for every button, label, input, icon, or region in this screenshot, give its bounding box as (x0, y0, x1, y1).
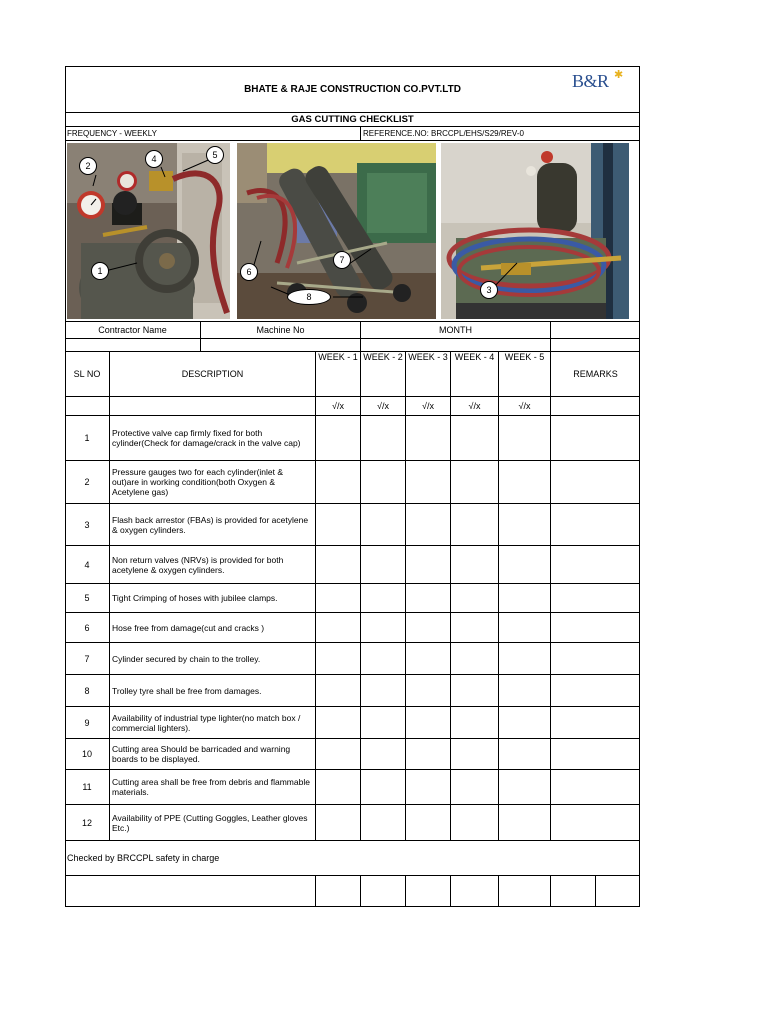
row-week-2-cell[interactable] (360, 643, 405, 674)
row-sl-no: 12 (81, 817, 92, 828)
row-week-2-cell[interactable] (360, 770, 405, 804)
row-week-3-cell[interactable] (405, 805, 450, 840)
row-week-1-cell[interactable] (315, 643, 360, 674)
row-week-1-cell[interactable] (315, 707, 360, 738)
reference-number: REFERENCE.NO: BRCCPL/EHS/S29/REV-0 (360, 127, 640, 141)
row-week-2-cell[interactable] (360, 416, 405, 460)
row-week-3-cell[interactable] (405, 675, 450, 706)
row-week-5-cell[interactable] (498, 461, 550, 503)
row-week-5-cell[interactable] (498, 805, 550, 840)
machine-no-field[interactable] (200, 339, 360, 351)
callout-6: 6 (240, 263, 258, 281)
week-1-tick: √/x (315, 397, 360, 415)
row-description: Availability of PPE (Cutting Goggles, Leather gloves Etc.) (109, 805, 315, 840)
callout-8: 8 (287, 289, 331, 305)
row-week-3-cell[interactable] (405, 643, 450, 674)
row-week-4-cell[interactable] (450, 416, 498, 460)
row-week-1-cell[interactable] (315, 416, 360, 460)
row-week-2-cell[interactable] (360, 584, 405, 612)
row-week-2-cell[interactable] (360, 675, 405, 706)
week-4-tick: √/x (450, 397, 498, 415)
row-week-1-cell[interactable] (315, 504, 360, 545)
row-week-5-cell[interactable] (498, 770, 550, 804)
row-remarks-cell[interactable] (550, 416, 640, 460)
callout-7: 7 (333, 251, 351, 269)
row-remarks-cell[interactable] (550, 805, 640, 840)
signature-week-4[interactable] (450, 876, 498, 907)
callout-4: 4 (145, 150, 163, 168)
row-week-3-cell[interactable] (405, 416, 450, 460)
row-week-4-cell[interactable] (450, 675, 498, 706)
callout-leaders (65, 141, 640, 321)
contractor-name-label: Contractor Name (98, 325, 167, 335)
week-3-tick: √/x (405, 397, 450, 415)
signature-week-2[interactable] (360, 876, 405, 907)
callout-2: 2 (79, 157, 97, 175)
row-week-1-cell[interactable] (315, 739, 360, 769)
row-week-4-cell[interactable] (450, 613, 498, 642)
row-week-1-cell[interactable] (315, 584, 360, 612)
company-logo: B&R ✱ (572, 69, 624, 91)
week-4-header: WEEK - 4 (450, 352, 498, 396)
row-week-1-cell[interactable] (315, 675, 360, 706)
row-sl-no: 7 (84, 653, 90, 664)
week-3-header: WEEK - 3 (405, 352, 450, 396)
row-week-2-cell[interactable] (360, 613, 405, 642)
row-week-3-cell[interactable] (405, 546, 450, 583)
row-week-1-cell[interactable] (315, 613, 360, 642)
row-week-4-cell[interactable] (450, 504, 498, 545)
row-description: Flash back arrestor (FBAs) is provided for acetylene & oxygen cylinders. (109, 504, 315, 545)
row-remarks-cell[interactable] (550, 643, 640, 674)
month-field[interactable] (360, 339, 550, 351)
row-remarks-cell[interactable] (550, 613, 640, 642)
photo-strip (65, 141, 640, 321)
row-week-2-cell[interactable] (360, 461, 405, 503)
row-week-3-cell[interactable] (405, 504, 450, 545)
checked-by-label: Checked by BRCCPL safety in charge (67, 853, 220, 863)
signature-week-1[interactable] (315, 876, 360, 907)
row-description: Trolley tyre shall be free from damages. (109, 675, 315, 706)
checklist-sheet (65, 66, 640, 907)
row-week-4-cell[interactable] (450, 584, 498, 612)
row-sl-no: 8 (84, 685, 90, 696)
month-label: MONTH (360, 322, 550, 338)
row-week-5-cell[interactable] (498, 584, 550, 612)
row-description: Tight Crimping of hoses with jubilee clamps. (109, 584, 315, 612)
signature-remarks-a[interactable] (550, 876, 595, 907)
page-title: GAS CUTTING CHECKLIST (65, 113, 640, 127)
row-week-2-cell[interactable] (360, 546, 405, 583)
row-sl-no: 3 (84, 519, 90, 530)
remarks-header: REMARKS (550, 352, 640, 396)
row-week-1-cell[interactable] (315, 461, 360, 503)
checklist-table (65, 351, 640, 907)
row-remarks-cell[interactable] (550, 739, 640, 769)
row-description: Cutting area shall be free from debris and flammable materials. (109, 770, 315, 804)
row-remarks-cell[interactable] (550, 770, 640, 804)
row-week-5-cell[interactable] (498, 643, 550, 674)
row-sl-no: 1 (84, 433, 90, 443)
row-remarks-cell[interactable] (550, 584, 640, 612)
callout-1: 1 (91, 262, 109, 280)
row-week-5-cell[interactable] (498, 416, 550, 460)
row-week-2-cell[interactable] (360, 739, 405, 769)
row-week-3-cell[interactable] (405, 461, 450, 503)
row-remarks-cell[interactable] (550, 504, 640, 545)
row-week-5-cell[interactable] (498, 739, 550, 769)
signature-field[interactable] (65, 876, 315, 907)
row-week-4-cell[interactable] (450, 461, 498, 503)
week-1-header: WEEK - 1 (315, 352, 360, 396)
row-week-4-cell[interactable] (450, 805, 498, 840)
row-description: Cylinder secured by chain to the trolley. (109, 643, 315, 674)
row-week-4-cell[interactable] (450, 643, 498, 674)
sl-no-header: SL NO (73, 369, 101, 379)
month-value-cell[interactable] (550, 322, 640, 338)
signature-remarks-b[interactable] (595, 876, 640, 907)
row-week-1-cell[interactable] (315, 770, 360, 804)
row-week-5-cell[interactable] (498, 707, 550, 738)
row-week-4-cell[interactable] (450, 770, 498, 804)
row-week-4-cell[interactable] (450, 739, 498, 769)
row-description: Hose free from damage(cut and cracks ) (109, 613, 315, 642)
week-5-header: WEEK - 5 (498, 352, 550, 396)
row-sl-no: 4 (84, 559, 90, 570)
description-header: DESCRIPTION (109, 352, 315, 396)
row-remarks-cell[interactable] (550, 675, 640, 706)
frequency-label: FREQUENCY - WEEKLY (65, 127, 360, 141)
signature-week-3[interactable] (405, 876, 450, 907)
contractor-name-field[interactable] (65, 339, 200, 351)
row-description: Non return valves (NRVs) is provided for both acetylene & oxygen cylinders. (109, 546, 315, 583)
checklist-rows (65, 415, 640, 840)
machine-no-label: Machine No (200, 322, 360, 338)
week-5-tick: √/x (498, 397, 550, 415)
row-sl-no: 10 (81, 749, 92, 759)
row-week-3-cell[interactable] (405, 707, 450, 738)
row-week-5-cell[interactable] (498, 546, 550, 583)
row-week-2-cell[interactable] (360, 707, 405, 738)
logo-star-icon: ✱ (614, 69, 624, 81)
row-week-1-cell[interactable] (315, 546, 360, 583)
row-sl-no: 6 (84, 622, 90, 633)
company-name: BHATE & RAJE CONSTRUCTION CO.PVT.LTD (244, 83, 461, 95)
callout-3: 3 (480, 281, 498, 299)
row-description: Cutting area Should be barricaded and warning boards to be displayed. (109, 739, 315, 769)
row-remarks-cell[interactable] (550, 461, 640, 503)
signature-week-5[interactable] (498, 876, 550, 907)
row-week-3-cell[interactable] (405, 584, 450, 612)
row-description: Pressure gauges two for each cylinder(inlet & out)are in working condition(both Oxygen & Acetylene gas) (109, 461, 315, 503)
row-sl-no: 2 (84, 477, 90, 487)
row-week-3-cell[interactable] (405, 739, 450, 769)
row-week-5-cell[interactable] (498, 613, 550, 642)
row-sl-no: 9 (84, 717, 90, 728)
row-description: Protective valve cap firmly fixed for both cylinder(Check for damage/crack in the valve cap) (109, 416, 315, 460)
week-2-tick: √/x (360, 397, 405, 415)
row-week-1-cell[interactable] (315, 805, 360, 840)
row-week-3-cell[interactable] (405, 613, 450, 642)
row-description: Availability of industrial type lighter(no match box / commercial lighters). (109, 707, 315, 738)
row-sl-no: 11 (82, 782, 92, 792)
row-week-2-cell[interactable] (360, 805, 405, 840)
row-week-5-cell[interactable] (498, 504, 550, 545)
row-week-4-cell[interactable] (450, 707, 498, 738)
row-week-4-cell[interactable] (450, 546, 498, 583)
row-remarks-cell[interactable] (550, 546, 640, 583)
week-2-header: WEEK - 2 (360, 352, 405, 396)
row-sl-no: 5 (84, 593, 90, 603)
row-remarks-cell[interactable] (550, 707, 640, 738)
callout-5: 5 (206, 146, 224, 164)
row-week-2-cell[interactable] (360, 504, 405, 545)
row-week-3-cell[interactable] (405, 770, 450, 804)
row-week-5-cell[interactable] (498, 675, 550, 706)
